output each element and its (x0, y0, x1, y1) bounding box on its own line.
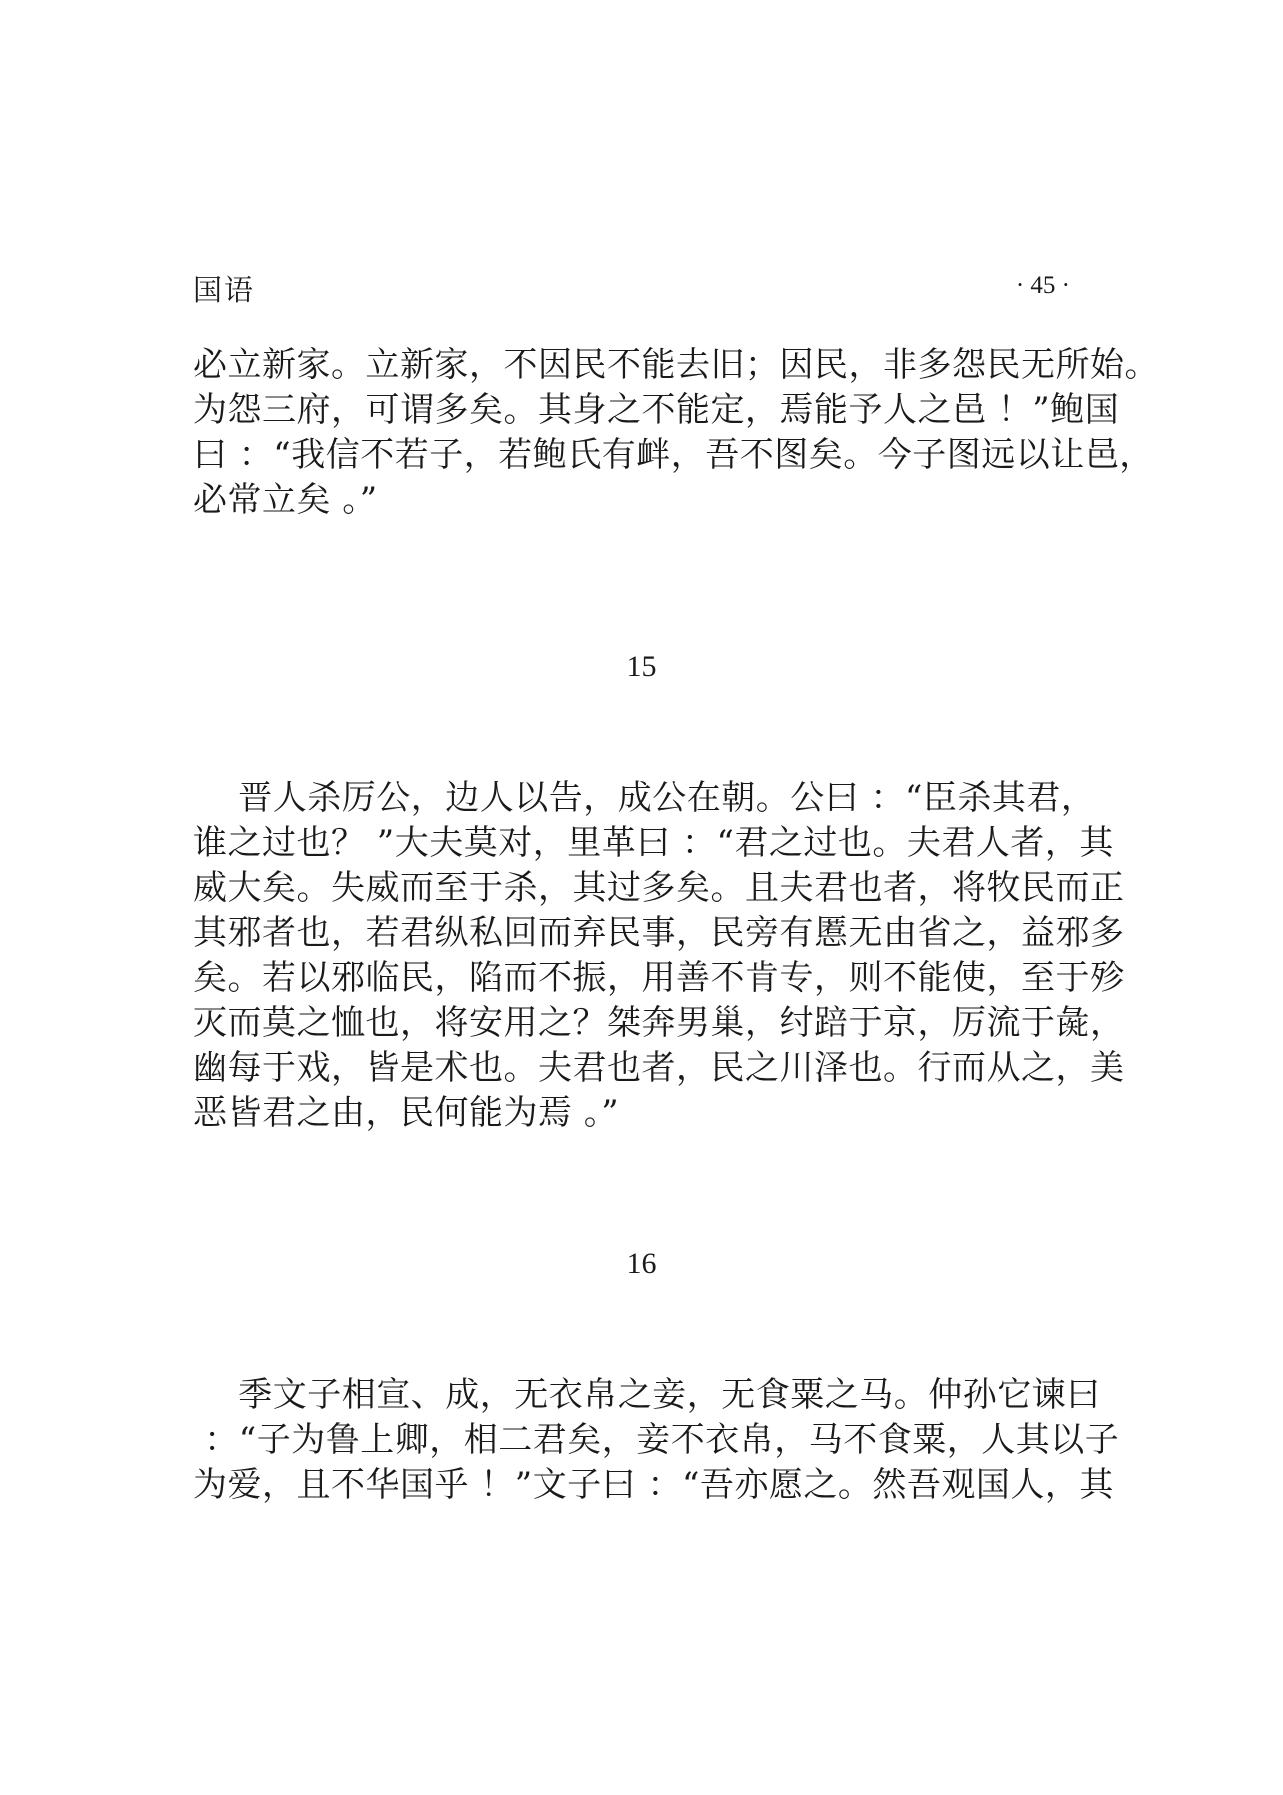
text-line: ：“子为鲁上卿，相二君矣，妾不衣帛，马不食粟，人其以子 (193, 1420, 1120, 1460)
text-line: 必立新家。立新家，不因民不能去旧；因民，非多怨民无所始。 (193, 345, 1159, 385)
text-line: 矣。若以邪临民，陷而不振，用善不肯专，则不能使，至于殄 (193, 958, 1125, 998)
text-line: 威大矣。失威而至于杀，其过多矣。且夫君也者，将牧民而正 (193, 868, 1125, 908)
text-line: 曰 ：“我信不若子，若鲍氏有衅，吾不图矣。今子图远以让邑， (193, 435, 1154, 475)
text-line: 灭而莫之恤也，将安用之？桀奔男巢，纣踣于京，厉流于彘， (193, 1003, 1125, 1043)
text-line: 晋人杀厉公，边人以告，成公在朝。公曰 ：“臣杀其君， (193, 778, 1096, 818)
section-number-16: 16 (626, 1247, 657, 1280)
text-line: 其邪者也，若君纵私回而弃民事，民旁有慝无由省之，益邪多 (193, 913, 1125, 953)
text-line: 幽每于戏，皆是术也。夫君也者，民之川泽也。行而从之，美 (193, 1048, 1125, 1088)
section-16-text (193, 1373, 1120, 1508)
text-line: 为怨三府，可谓多矣。其身之不能定，焉能予人之邑 ！”鲍国 (193, 390, 1120, 430)
text-line: 季文子相宣、成，无衣帛之妾，无食粟之马。仲孙它谏曰 (193, 1375, 1101, 1415)
section-number-15: 15 (626, 650, 657, 683)
page-header (193, 268, 1070, 308)
text-line: 为爱，且不华国乎 ！”文子曰 ：“吾亦愿之。然吾观国人，其 (193, 1465, 1114, 1505)
page-number: · 45 · (1015, 272, 1070, 299)
passage-continued (193, 343, 1159, 523)
text-line: 必常立矣 。” (193, 480, 378, 520)
section-15-text (193, 776, 1125, 1136)
text-line: 恶皆君之由，民何能为焉 。” (193, 1093, 620, 1133)
text-line: 谁之过也？ ”大夫莫对，里革曰 ：“君之过也。夫君人者，其 (193, 823, 1114, 863)
book-title: 国语 (193, 273, 256, 307)
